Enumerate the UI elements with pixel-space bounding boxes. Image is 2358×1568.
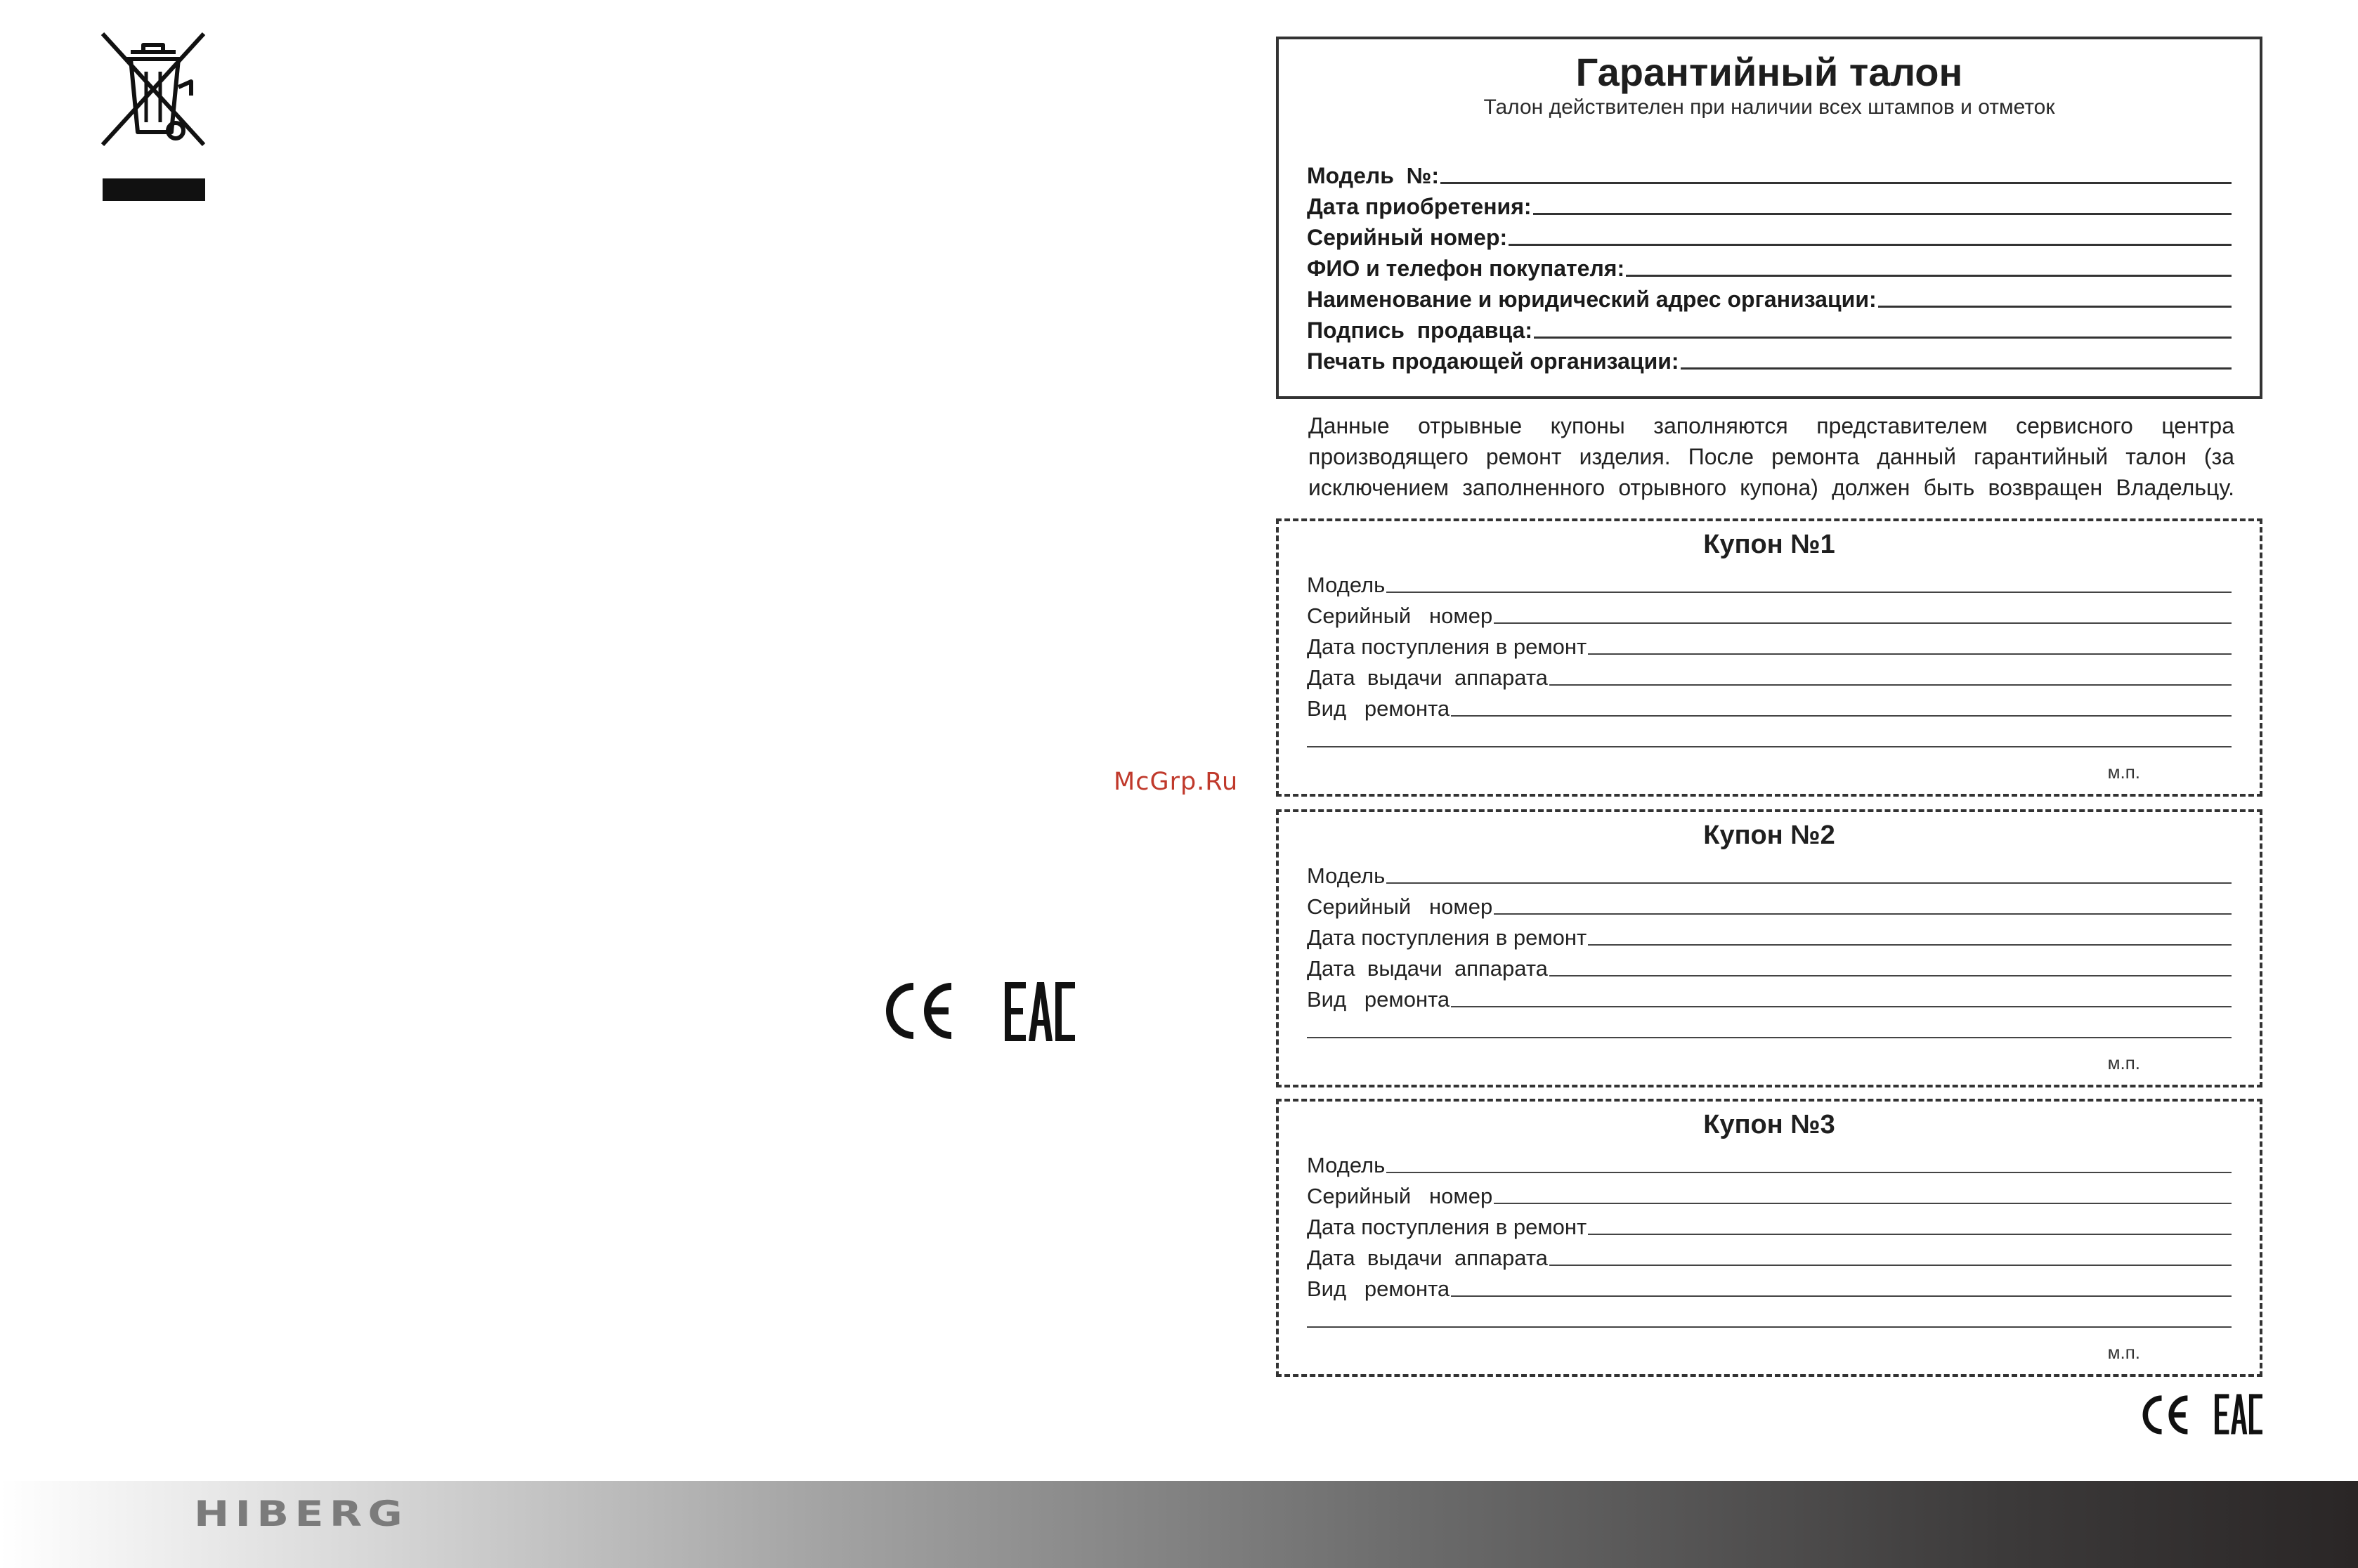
field-label: Дата выдачи аппарата [1307, 665, 1548, 690]
fill-line [1494, 622, 2232, 624]
field-label: ФИО и телефон покупателя: [1307, 256, 1625, 281]
coupon-field[interactable] [1307, 1208, 2232, 1238]
coupon-field[interactable] [1307, 1270, 2232, 1300]
card-field-serial[interactable] [1307, 218, 2232, 249]
field-label: Дата выдачи аппарата [1307, 1246, 1548, 1270]
card-field-organization[interactable] [1307, 280, 2232, 311]
card-field-seller-stamp[interactable] [1307, 341, 2232, 372]
field-label: Дата приобретения: [1307, 194, 1532, 219]
ce-mark-icon [2139, 1395, 2192, 1435]
field-label: Подпись продавца: [1307, 318, 1532, 343]
blank-line[interactable] [1307, 746, 2232, 747]
field-label: Серийный номер [1307, 1184, 1493, 1208]
blank-line[interactable] [1307, 1326, 2232, 1328]
field-label: Модель [1307, 1153, 1386, 1177]
fill-line [1681, 367, 2232, 370]
watermark: McGrp.Ru [1114, 768, 1239, 796]
fill-line [1534, 337, 2232, 339]
coupon-title: Купон №1 [1703, 530, 1835, 559]
field-label: Дата поступления в ремонт [1307, 634, 1587, 659]
coupon-field[interactable] [1307, 950, 2232, 979]
fill-line [1451, 715, 2232, 717]
fill-line [1588, 944, 2232, 946]
eac-mark-icon [2215, 1394, 2262, 1435]
fill-line [1626, 275, 2232, 277]
field-label: Модель №: [1307, 163, 1439, 188]
coupon-field[interactable] [1307, 690, 2232, 719]
ce-mark-icon [881, 982, 957, 1040]
field-label: Вид ремонта [1307, 696, 1450, 721]
coupon-title: Купон №3 [1703, 1110, 1835, 1139]
field-label: Дата выдачи аппарата [1307, 956, 1548, 981]
stamp-mark: м.п. [2107, 762, 2140, 783]
card-field-model[interactable] [1307, 156, 2232, 187]
card-field-purchase-date[interactable] [1307, 187, 2232, 218]
fill-line [1386, 592, 2232, 593]
field-label: Печать продающей организации: [1307, 348, 1679, 374]
fill-line [1494, 1203, 2232, 1204]
field-label: Модель [1307, 573, 1386, 597]
fill-line [1549, 1265, 2232, 1266]
coupon-field[interactable] [1307, 919, 2232, 948]
coupon-title: Купон №2 [1703, 821, 1835, 850]
field-label: Вид ремонта [1307, 987, 1450, 1012]
stamp-mark: м.п. [2107, 1342, 2140, 1363]
field-label: Дата поступления в ремонт [1307, 1215, 1587, 1239]
fill-line [1549, 684, 2232, 686]
crossed-out-wheelie-bin-icon [100, 31, 207, 148]
brand-logo: HIBERG [194, 1494, 409, 1534]
fill-line [1878, 306, 2232, 308]
coupon-field[interactable] [1307, 566, 2232, 596]
coupon-field[interactable] [1307, 628, 2232, 658]
fill-line [1588, 653, 2232, 655]
warranty-card-title: Гарантийный талон [1575, 50, 1963, 94]
coupon-1 [1276, 518, 2262, 797]
coupon-field[interactable] [1307, 981, 2232, 1010]
fill-line [1451, 1295, 2232, 1297]
fill-line [1386, 882, 2232, 884]
fill-line [1509, 244, 2232, 246]
stamp-mark: м.п. [2107, 1052, 2140, 1073]
coupon-2 [1276, 809, 2262, 1087]
field-label: Серийный номер [1307, 603, 1493, 628]
blank-line[interactable] [1307, 1037, 2232, 1038]
coupon-3 [1276, 1099, 2262, 1377]
warranty-card-subtitle: Талон действителен при наличии всех штампов и отметок [1483, 96, 2055, 119]
coupon-field[interactable] [1307, 659, 2232, 688]
field-label: Дата поступления в ремонт [1307, 925, 1587, 950]
card-field-seller-signature[interactable] [1307, 311, 2232, 341]
field-label: Наименование и юридический адрес организации: [1307, 287, 1877, 312]
fill-line [1440, 182, 2232, 184]
fill-line [1386, 1172, 2232, 1173]
fill-line [1549, 975, 2232, 976]
coupon-field[interactable] [1307, 857, 2232, 887]
eac-mark-icon [1005, 982, 1075, 1041]
coupon-note: Данные отрывные купоны заполняются представителем сервисного центра производящего ремонт изделия. После ремонта данный гарантийный талон (за исключением заполненного отрывного купона) должен быть возвращен Владельцу. [1308, 413, 2234, 500]
weee-underline-bar [103, 178, 205, 201]
field-label: Вид ремонта [1307, 1276, 1450, 1301]
fill-line [1494, 913, 2232, 915]
coupon-field[interactable] [1307, 1177, 2232, 1207]
field-label: Серийный номер: [1307, 225, 1508, 250]
coupon-field[interactable] [1307, 1239, 2232, 1269]
coupon-field[interactable] [1307, 597, 2232, 627]
fill-line [1588, 1234, 2232, 1235]
coupon-field[interactable] [1307, 1146, 2232, 1176]
fill-line [1451, 1006, 2232, 1007]
card-field-buyer[interactable] [1307, 249, 2232, 280]
coupon-field[interactable] [1307, 888, 2232, 917]
fill-line [1533, 213, 2232, 215]
field-label: Модель [1307, 863, 1386, 888]
field-label: Серийный номер [1307, 894, 1493, 919]
warranty-card [1276, 37, 2262, 399]
